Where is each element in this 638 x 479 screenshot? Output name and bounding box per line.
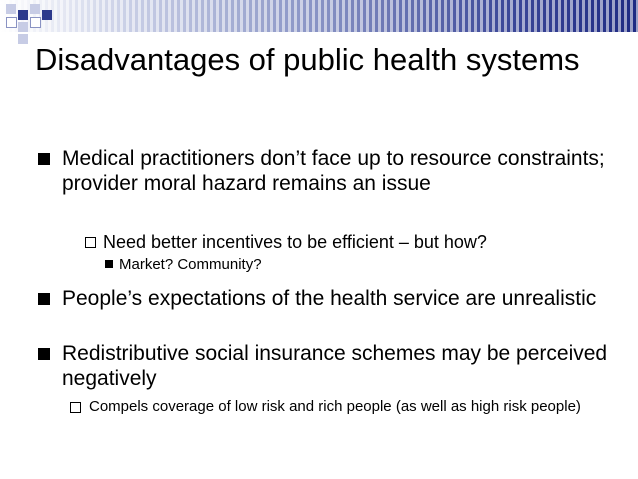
bullet-square-icon <box>38 293 50 305</box>
bullet-text: Medical practitioners don’t face up to resource constraints; provider moral hazard remains an issue <box>62 147 605 195</box>
bullet-text: People’s expectations of the health service are unrealistic <box>62 287 597 310</box>
decor-square <box>18 34 28 44</box>
bullet-square-icon <box>38 153 50 165</box>
decor-square <box>30 4 40 14</box>
slide-title: Disadvantages of public health systems <box>35 42 580 77</box>
sub-bullet-text: Need better incentives to be efficient – but how? <box>103 232 487 252</box>
small-square-bullet-icon <box>105 260 113 268</box>
hollow-square-bullet-icon <box>85 237 96 248</box>
decor-square <box>42 10 52 20</box>
decor-square <box>6 4 16 14</box>
decor-square <box>6 17 17 28</box>
bullet-square-icon <box>38 348 50 360</box>
hollow-square-bullet-icon <box>70 402 81 413</box>
bullet-text: Redistributive social insurance schemes may be perceived negatively <box>62 342 608 390</box>
sub-sub-bullet-text: Market? Community? <box>119 256 262 273</box>
top-decorative-bar <box>0 0 638 32</box>
decor-square <box>18 22 28 32</box>
bar-stripes <box>0 0 638 32</box>
sub-bullet-text: Compels coverage of low risk and rich people (as well as high risk people) <box>89 398 581 415</box>
decor-square <box>18 10 28 20</box>
decor-square <box>30 17 41 28</box>
